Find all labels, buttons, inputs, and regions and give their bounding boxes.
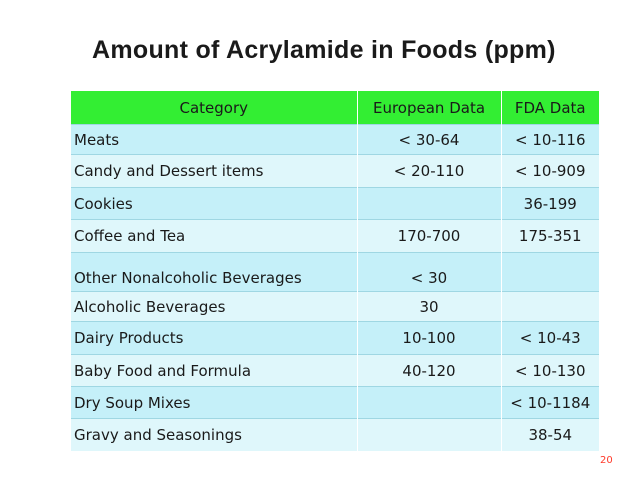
row-european-value [357,188,501,220]
table-row [71,322,599,355]
row-category: Gravy and Seasonings [71,419,357,451]
row-category: Alcoholic Beverages [71,292,357,322]
row-category: Cookies [71,188,357,220]
row-fda-value: < 10-1184 [501,387,599,419]
table-row [71,387,599,419]
page-number: 20 [600,455,613,466]
row-european-value: < 30-64 [357,125,501,155]
table-row [71,292,599,322]
row-fda-value [501,292,599,322]
row-fda-value: 36-199 [501,188,599,220]
table-row [71,188,599,220]
header-european-data: European Data [357,91,501,125]
row-category: Baby Food and Formula [71,355,357,387]
row-fda-value: < 10-909 [501,155,599,188]
row-european-value: 10-100 [357,322,501,355]
slide-title: Amount of Acrylamide in Foods (ppm) [92,36,556,64]
row-category: Meats [71,125,357,155]
table-row [71,125,599,155]
table-row [71,355,599,387]
row-category: Candy and Dessert items [71,155,357,188]
row-category: Other Nonalcoholic Beverages [71,253,357,292]
header-fda-data: FDA Data [501,91,599,125]
row-european-value: < 20-110 [357,155,501,188]
table-row [71,155,599,188]
row-fda-value: < 10-130 [501,355,599,387]
table-row [71,220,599,253]
table-row [71,419,599,451]
row-category: Coffee and Tea [71,220,357,253]
row-fda-value: < 10-116 [501,125,599,155]
row-european-value [357,419,501,451]
row-european-value [357,387,501,419]
row-fda-value [501,253,599,292]
row-european-value: < 30 [357,253,501,292]
row-fda-value: < 10-43 [501,322,599,355]
table-row [71,253,599,292]
row-fda-value: 38-54 [501,419,599,451]
row-european-value: 30 [357,292,501,322]
row-category: Dairy Products [71,322,357,355]
table-header-row [71,91,599,125]
row-european-value: 170-700 [357,220,501,253]
row-european-value: 40-120 [357,355,501,387]
row-category: Dry Soup Mixes [71,387,357,419]
acrylamide-table [71,91,599,451]
row-fda-value: 175-351 [501,220,599,253]
header-category: Category [71,91,357,125]
